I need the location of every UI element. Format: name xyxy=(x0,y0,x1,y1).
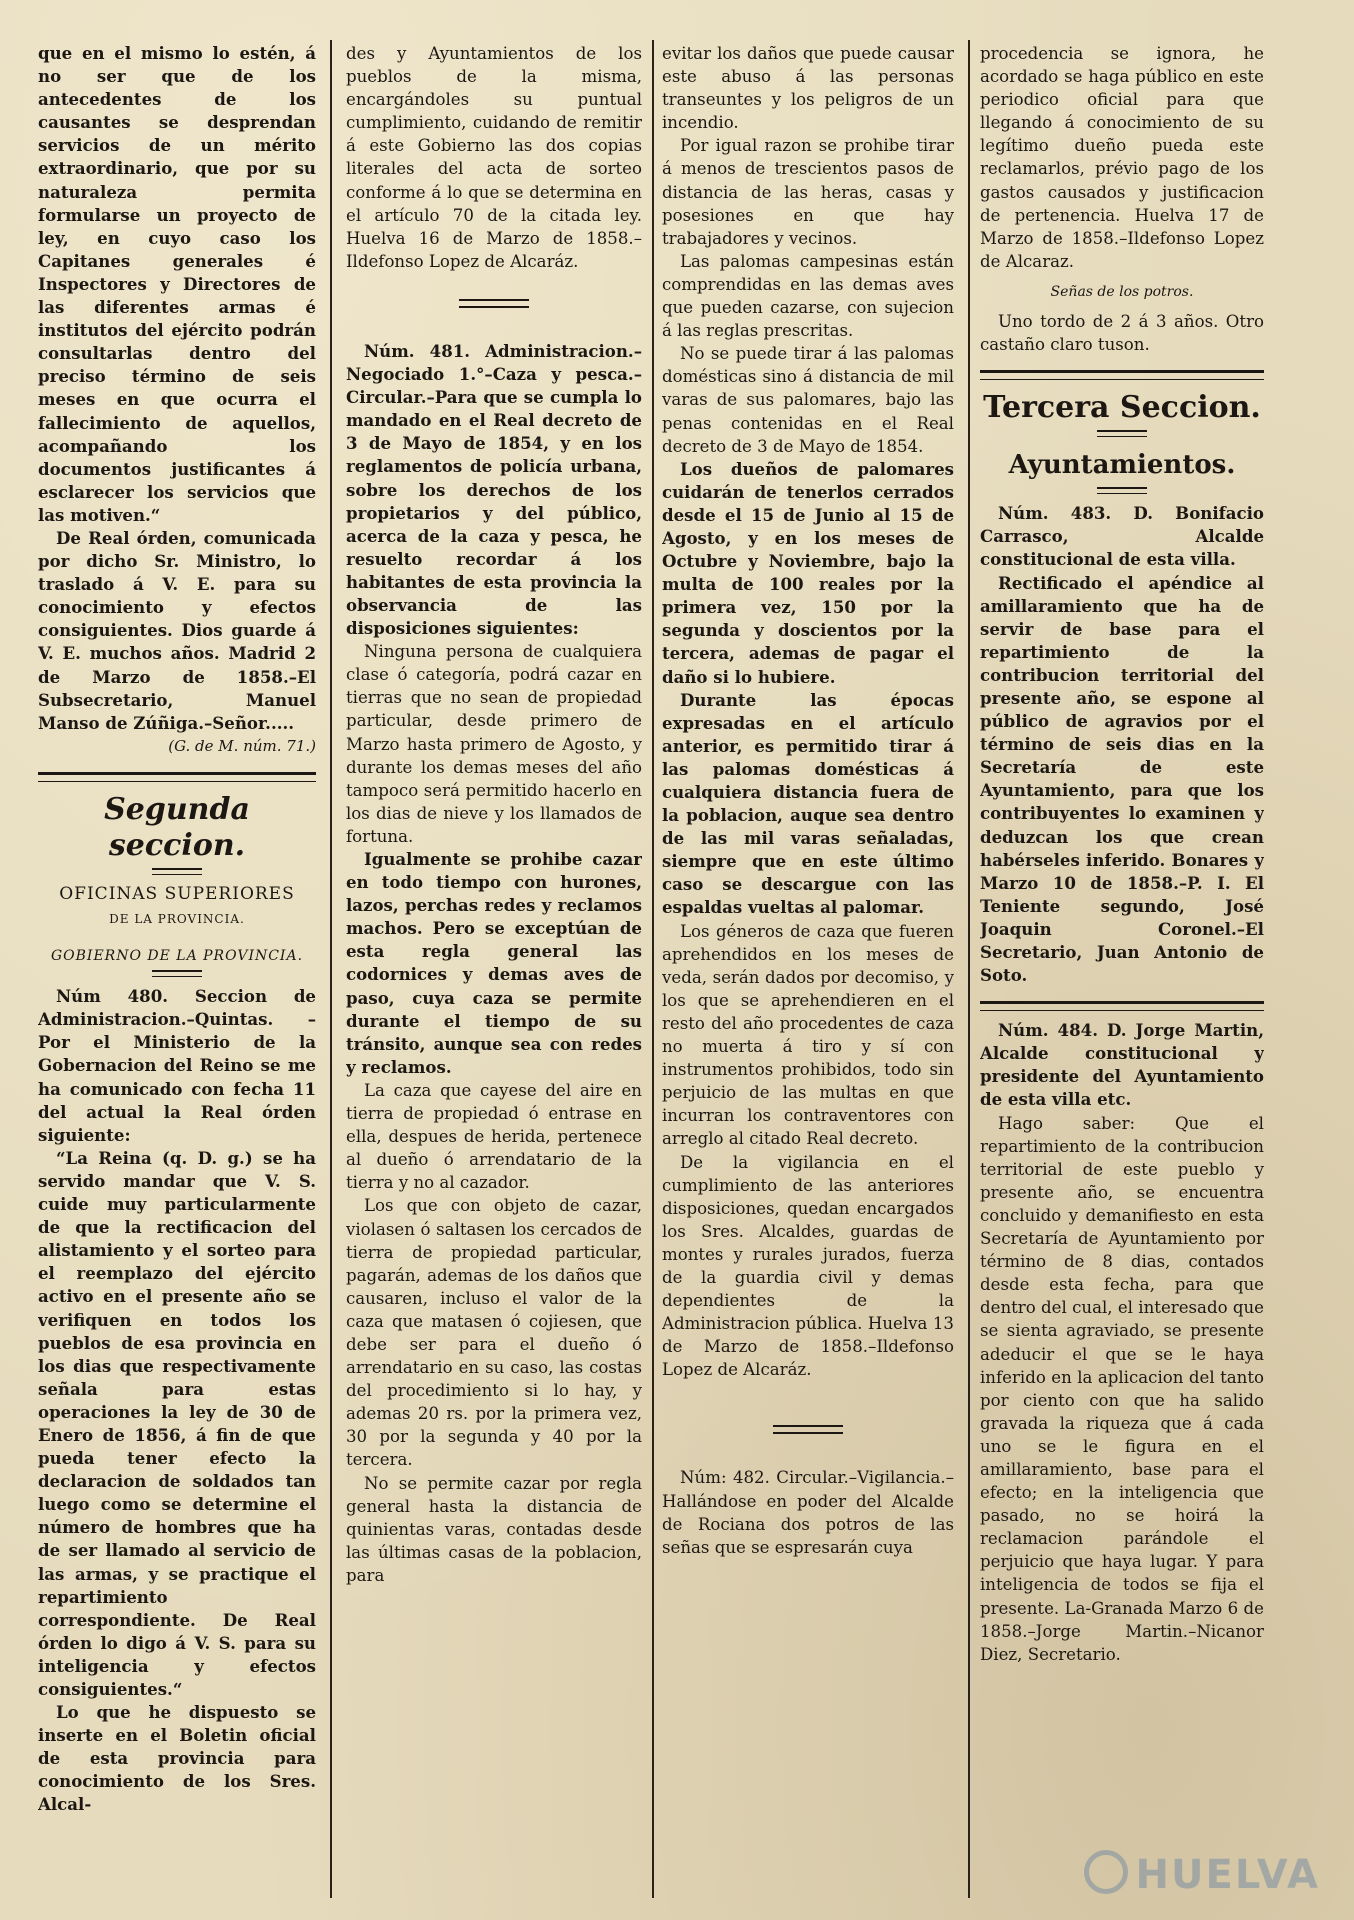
article-481-paragraph: Durante las épocas expresadas en el artículo anterior, es permitido tirar á las palomas domésticas á cualquiera distancia fuera de la poblacion, auque sea dentro de las mil varas señaladas, siempre que en este último caso se descargue con las espaldas vueltas al palomar. xyxy=(662,689,954,918)
article-481-paragraph: Las palomas campesinas están comprendidas en las demas aves que pueden cazarse, con sujecion á las reglas prescritas. xyxy=(662,251,954,341)
real-orden-paragraph: De Real órden, comunicada por dicho Sr. Ministro, lo traslado á V. E. para su conocimiento y efectos consiguientes. Dios guarde á V. E. muchos años. Madrid 2 de Marzo de 1858.–El Subsecretario, Manuel Manso de Zúñiga.–Señor..... xyxy=(38,527,316,733)
article-481-paragraph: Los que con objeto de cazar, violasen ó saltasen los cercados de tierra de propiedad particular, pagarán, ademas de los daños que causaren, incluso el valor de la caza que matasen ó cojiesen, que debe ser para el dueño ó arrendatario en su caso, las costas del procedimiento si lo hay, y ademas 20 rs. por la primera vez, 30 por la segunda y 40 por la tercera. xyxy=(346,1196,642,1470)
article-divider xyxy=(980,1001,1264,1011)
article-480-header: Núm 480. Seccion de Administracion.–Quintas. –Por el Ministerio de la Gobernacion del Reino se me ha comunicado con fecha 11 del actual la Real órden siguiente: xyxy=(38,986,316,1145)
citation: (G. de M. núm. 71.) xyxy=(168,736,316,755)
article-483-body: Rectificado el apéndice al amillaramiento que ha de servir de base para el repartimiento de la contribucion territorial del presente año, se espone al público de agravios por el término de seis dias en la Secretaría de este Ayuntamiento, para que los contribuyentes lo examinen y deduzcan los que crean habérseles inferido. Bonares y Marzo 10 de 1858.–P. I. El Teniente segundo, José Joaquin Coronel.–El Secretario, Juan Antonio de Soto. xyxy=(980,572,1264,986)
article-484-body: Hago saber: Que el repartimiento de la contribucion territorial de este pueblo y presente año, se encuentra concluido y demanifiesto en esta Secretaría de Ayuntamiento por término de 8 dias, contados desde esta fecha, para que dentro del cual, el interesado que se sienta agraviado, se presente adeducir el que se le haya inferido en la aplicacion del tanto por ciento con que ha salido gravada la riqueza que á cada uno se le figura en el amillaramiento, base para el efecto; en la inteligencia que pasado, no se hoirá la reclamacion parándole el perjuicio que haya lugar. Y para inteligencia de todos se fija el presente. La-Granada Marzo 6 de 1858.–Jorge Martin.–Nicanor Diez, Secretario. xyxy=(980,1113,1264,1664)
column-rule xyxy=(968,40,970,1898)
potros-heading: Señas de los potros. xyxy=(1050,283,1194,300)
article-481-paragraph: No se puede tirar á las palomas domésticas sino á distancia de mil varas de sus palomares, bajo las penas contenidas en el Real decreto de 3 de Mayo de 1854. xyxy=(662,344,954,456)
article-482-header: Núm: 482. Circular.–Vigilancia.–Hallándose en poder del Alcalde de Rociana dos potros de las señas que se espresarán cuya xyxy=(662,1468,954,1557)
article-divider xyxy=(773,1425,843,1434)
article-481-paragraph: Igualmente se prohibe cazar en todo tiempo con hurones, lazos, perchas redes y reclamos machos. Pero se exceptúan de esta regla general las codornices y demas aves de paso, cuya caza se permite durante el tiempo de su tránsito, aunque sea con redes y reclamos. xyxy=(346,849,642,1077)
title-ornament xyxy=(1097,430,1147,437)
ayuntamientos-heading: Ayuntamientos. xyxy=(1008,450,1236,481)
section-divider xyxy=(38,772,316,782)
article-481-paragraph: Ninguna persona de cualquiera clase ó categoría, podrá cazar en tierras que no sean de propiedad particular, desde primero de Marzo hasta primero de Agosto, y durante los demas meses del año tampoco será permitido hacerlo en los dias de nieve y los llamados de fortuna. xyxy=(346,642,642,846)
office-heading: OFICINAS SUPERIORES xyxy=(59,883,295,904)
section-title-tercera: Tercera Seccion. xyxy=(983,390,1261,426)
column-rule xyxy=(652,40,654,1898)
heading-ornament xyxy=(152,970,202,977)
continued-text: des y Ayuntamientos de los pueblos de la misma, encargándoles su puntual cumplimiento, cuidando de remitir á este Gobierno las dos copias literales del acta de sorteo conforme á lo que se determina en el artículo 70 de la citada ley. Huelva 16 de Marzo de 1858.–Ildefonso Lopez de Alcaráz. xyxy=(346,44,642,271)
article-481-paragraph: De la vigilancia en el cumplimiento de las anteriores disposiciones, quedan encargados los Sres. Alcaldes, guardas de montes y rurales jurados, fuerza de la guardia civil y demas dependientes de la Administracion pública. Huelva 13 de Marzo de 1858.–Ildefonso Lopez de Alcaráz. xyxy=(662,1152,954,1380)
article-481-paragraph: Los géneros de caza que fueren aprehendidos en los meses de veda, serán dados por decomiso, y los que se aprehendieren en el resto del año procedentes de caza no muerta á tiro y sí con instrumentos prohibidos, todo sin perjuicio de las multas en que incurran los contraventores con arreglo al citado Real decreto. xyxy=(662,921,954,1149)
office-subheading: DE LA PROVINCIA. xyxy=(109,912,245,926)
potros-description: Uno tordo de 2 á 3 años. Otro castaño claro tuson. xyxy=(980,312,1264,355)
article-481-paragraph: Los dueños de palomares cuidarán de tenerlos cerrados desde el 15 de Junio al 15 de Agosto, y en los meses de Octubre y Noviembre, bajo la multa de 100 reales por la primera vez, 150 por la segunda y doscientos por la tercera, ademas de pagar el daño si lo hubiere. xyxy=(662,458,954,687)
column-4 xyxy=(980,42,1264,1902)
huelva-watermark: HUELVA xyxy=(1084,1850,1320,1898)
title-ornament xyxy=(152,868,202,875)
article-481-paragraph: Por igual razon se prohibe tirar á menos de trescientos pasos de distancia de las heras, casas y posesiones en que hay trabajadores y vecinos. xyxy=(662,136,954,248)
column-rule xyxy=(330,40,332,1898)
column-3 xyxy=(662,42,954,1902)
article-480-closing: Lo que he dispuesto se inserte en el Boletin oficial de esta provincia para conocimiento de los Sres. Alcal- xyxy=(38,1702,316,1815)
article-480-body: “La Reina (q. D. g.) se ha servido mandar que V. S. cuide muy particularmente de que la rectificacion del alistamiento y el sorteo para el reemplazo del ejército activo en el presente año se verifiquen en todos los pueblos de esa provincia en los dias que respectivamente señala para estas operaciones la ley de 30 de Enero de 1856, á fin de que pueda tener efecto la declaracion de soldados tan luego como se determine el número de hombres que ha de ser llamado al servicio de las armas, y se practique el repartimiento correspondiente. De Real órden lo digo á V. S. para su inteligencia y efectos consiguientes.“ xyxy=(38,1147,316,1699)
section-title-segunda: Segunda seccion. xyxy=(104,791,250,863)
article-483-header: Núm. 483. D. Bonifacio Carrasco, Alcalde constitucional de esta villa. xyxy=(980,503,1264,570)
continued-text: procedencia se ignora, he acordado se haga público en este periodico oficial para que llegando á conocimiento de su legítimo dueño pueda este reclamarlos, prévio pago de los gastos causados y justificacion de pertenencia. Huelva 17 de Marzo de 1858.–Ildefonso Lopez de Alcaraz. xyxy=(980,44,1264,271)
government-heading: GOBIERNO DE LA PROVINCIA. xyxy=(50,948,304,965)
continued-text: evitar los daños que puede causar este abuso á las personas transeuntes y los peligros de un incendio. xyxy=(662,44,954,133)
title-ornament xyxy=(1097,487,1147,494)
section-divider xyxy=(980,370,1264,380)
article-481-paragraph: La caza que cayese del aire en tierra de propiedad ó entrase en ella, despues de herida, pertenece al dueño ó arrendatario de la tierra y no al cazador. xyxy=(346,1080,642,1193)
logo-icon xyxy=(1084,1850,1128,1894)
column-2 xyxy=(346,42,642,1902)
article-484-header: Núm. 484. D. Jorge Martin, Alcalde constitucional y presidente del Ayuntamiento de esta villa etc. xyxy=(980,1020,1264,1110)
continued-text: que en el mismo lo estén, á no ser que de los antecedentes de los causantes se desprendan servicios de un mérito extraordinario, que por su naturaleza permita formularse un proyecto de ley, en cuyo caso los Capitanes generales é Inspectores y Directores de las diferentes armas é institutos del ejército podrán consultarlas dentro del preciso término de seis meses en que ocurra el fallecimiento de aquellos, acompañando los documentos justificantes á esclarecer los servicios que las motiven.“ xyxy=(38,43,316,525)
column-1 xyxy=(38,42,316,1902)
article-divider xyxy=(459,299,529,308)
article-481-header: Núm. 481. Administracion.–Negociado 1.°–Caza y pesca.–Circular.–Para que se cumpla lo mandado en el Real decreto de 3 de Mayo de 1854, y en los reglamentos de policía urbana, sobre los derechos de los propietarios y del público, acerca de la caza y pesca, he resuelto recordar á los habitantes de esta provincia la observancia de las disposiciones siguientes: xyxy=(346,340,642,639)
article-481-paragraph: No se permite cazar por regla general hasta la distancia de quinientas varas, contadas desde las últimas casas de la poblacion, para xyxy=(346,1473,642,1585)
